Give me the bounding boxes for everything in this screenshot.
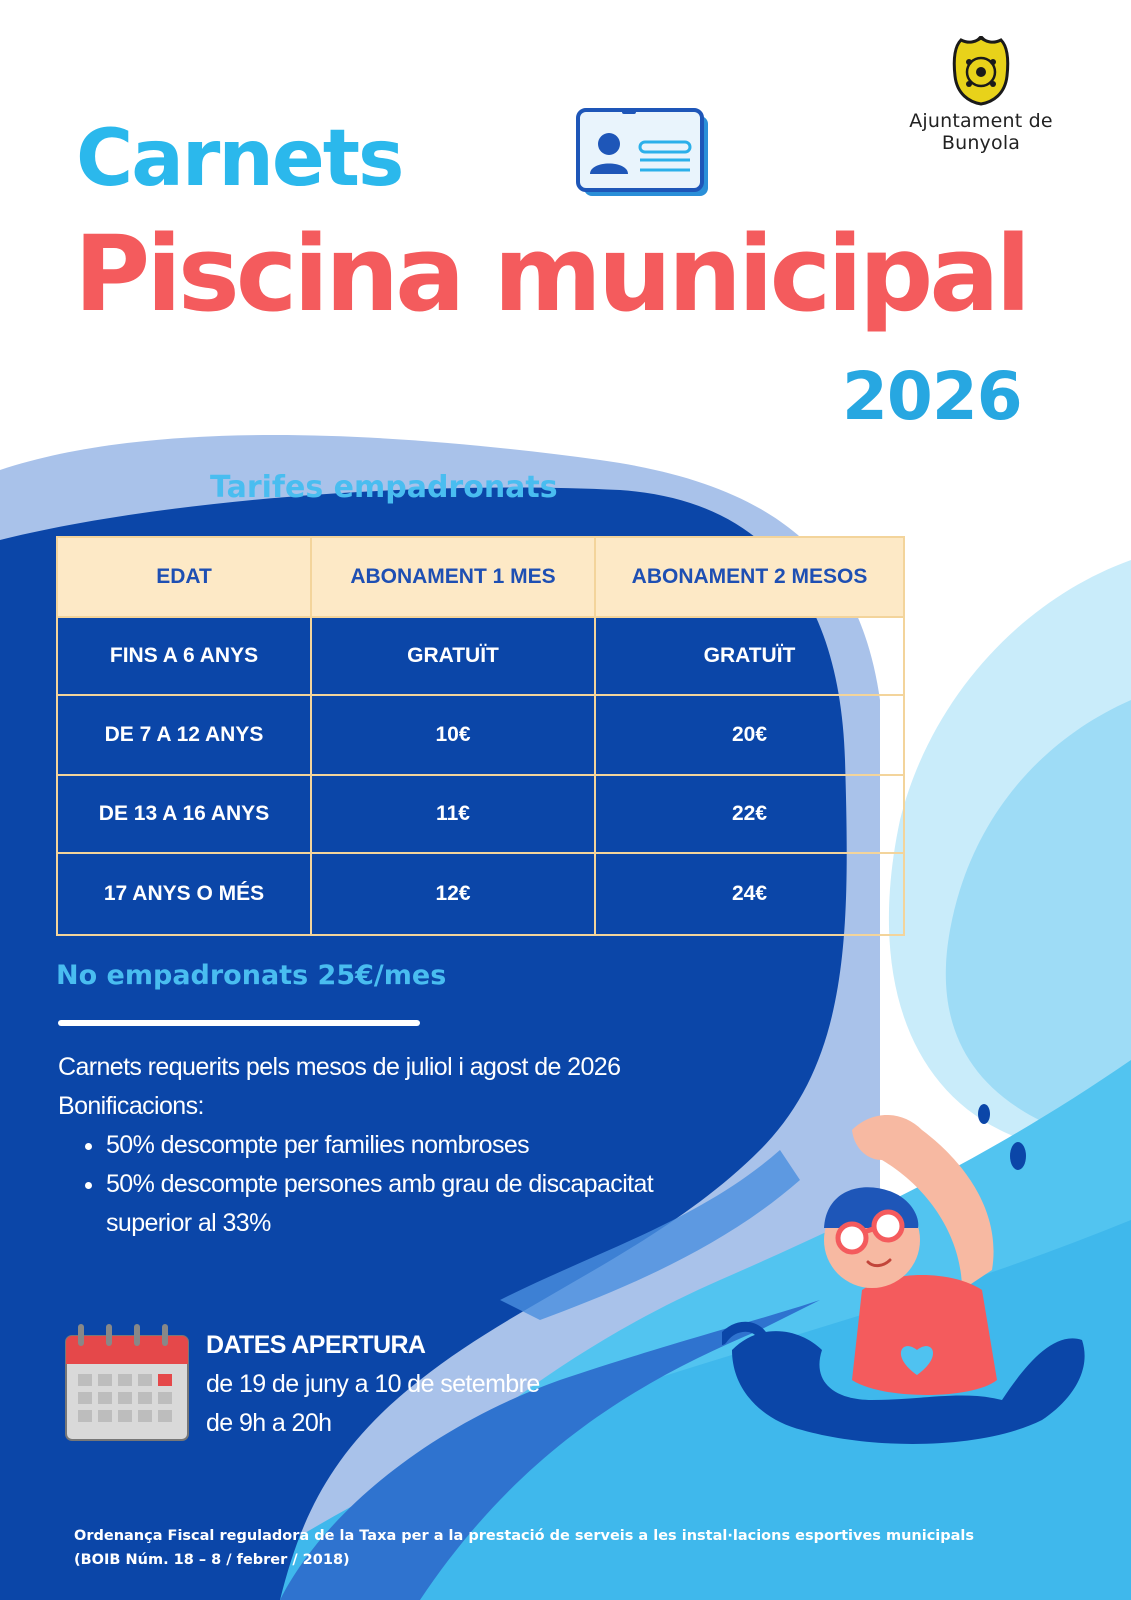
discount-list xyxy=(58,1126,698,1243)
table-cell-price: 12€ xyxy=(311,853,595,935)
table-header-row xyxy=(57,537,904,617)
table-cell-price: GRATUÏT xyxy=(595,617,904,695)
table-cell-age: DE 13 A 16 ANYS xyxy=(57,775,311,853)
column-header: ABONAMENT 2 MESOS xyxy=(595,537,904,617)
table-row xyxy=(57,775,904,853)
non-resident-price: No empadronats 25€/mes xyxy=(56,960,447,991)
table-cell-age: 17 ANYS O MÉS xyxy=(57,853,311,935)
column-header: ABONAMENT 1 MES xyxy=(311,537,595,617)
table-cell-age: DE 7 A 12 ANYS xyxy=(57,695,311,775)
id-card-icon xyxy=(576,108,710,198)
list-item: • 50% descompte persones amb grau de discapacitat superior al 33% xyxy=(106,1165,698,1243)
table-row xyxy=(57,853,904,935)
column-header: EDAT xyxy=(57,537,311,617)
table-cell-price: 22€ xyxy=(595,775,904,853)
opening-dates xyxy=(206,1326,540,1443)
table-cell-age: FINS A 6 ANYS xyxy=(57,617,311,695)
table-row xyxy=(57,695,904,775)
fee-table xyxy=(56,536,905,936)
info-block xyxy=(58,1048,698,1243)
list-item: • 50% descompte per families nombroses xyxy=(106,1126,698,1165)
table-cell-price: 10€ xyxy=(311,695,595,775)
calendar-icon xyxy=(62,1322,192,1444)
opening-heading: DATES APERTURA xyxy=(206,1331,426,1359)
municipality-logo xyxy=(876,36,1086,154)
title-carnets: Carnets xyxy=(76,114,403,204)
footer-line: Ordenança Fiscal reguladora de la Taxa per a la prestació de serveis a les instal·lacions esportives municipals xyxy=(74,1528,975,1544)
footer-legal xyxy=(74,1524,1114,1572)
opening-hours: de 9h a 20h xyxy=(206,1409,332,1437)
tariffs-heading: Tarifes empadronats xyxy=(210,470,558,505)
info-line: Carnets requerits pels mesos de juliol i agost de 2026 xyxy=(58,1053,621,1081)
title-year: 2026 xyxy=(842,358,1022,435)
footer-line: (BOIB Núm. 18 – 8 / febrer / 2018) xyxy=(74,1552,350,1568)
logo-text: Ajuntament de Bunyola xyxy=(909,110,1053,154)
info-line: Bonificacions: xyxy=(58,1092,204,1120)
bunyola-crest-icon xyxy=(949,36,1013,108)
divider xyxy=(58,1020,420,1026)
table-cell-price: GRATUÏT xyxy=(311,617,595,695)
opening-dates-range: de 19 de juny a 10 de setembre xyxy=(206,1370,540,1398)
table-cell-price: 20€ xyxy=(595,695,904,775)
table-cell-price: 24€ xyxy=(595,853,904,935)
table-row xyxy=(57,617,904,695)
swimmer-illustration xyxy=(722,1100,1102,1460)
title-piscina-municipal: Piscina municipal xyxy=(74,213,1028,335)
table-cell-price: 11€ xyxy=(311,775,595,853)
